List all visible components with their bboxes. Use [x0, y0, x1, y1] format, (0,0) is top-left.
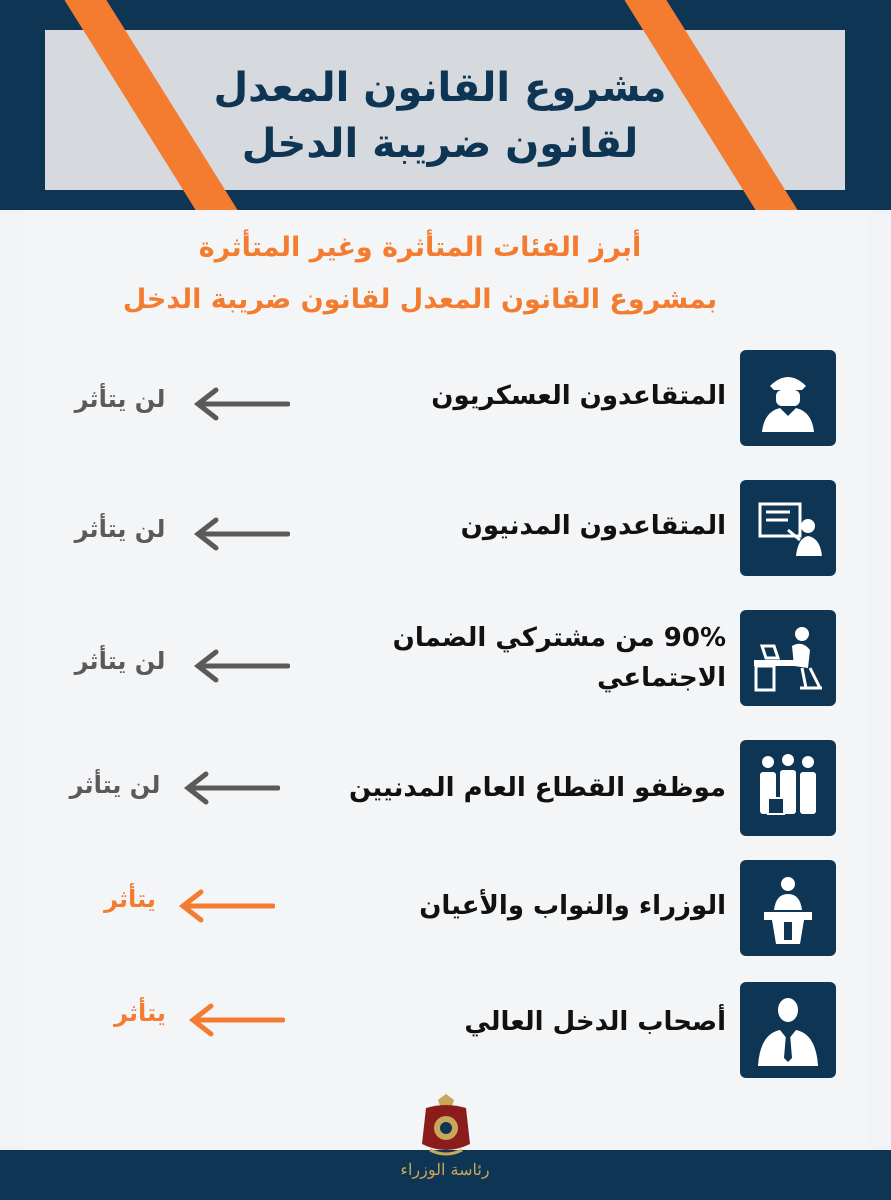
- employees-group-icon: [740, 740, 836, 836]
- effect-label: لن يتأثر: [69, 771, 161, 799]
- category-row-social-security: [0, 610, 891, 706]
- category-row-high-income: [0, 982, 891, 1078]
- arrow-left-icon: [175, 886, 275, 926]
- category-row-ministers: [0, 860, 891, 956]
- footer-signature: رئاسة الوزراء: [400, 1160, 490, 1179]
- category-label: موظفو القطاع العام المدنيين: [349, 773, 726, 803]
- effect-label: لن يتأثر: [74, 515, 166, 543]
- category-row-civil-retirees: [0, 480, 891, 576]
- subtitle: [60, 222, 780, 326]
- subtitle-line-2: بمشروع القانون المعدل لقانون ضريبة الدخل: [122, 284, 718, 315]
- desk-worker-icon: [740, 610, 836, 706]
- category-label: أصحاب الدخل العالي: [464, 1007, 726, 1037]
- businessman-icon: [740, 982, 836, 1078]
- title-line-2: لقانون ضريبة الدخل: [241, 121, 639, 167]
- arrow-left-icon: [190, 646, 290, 686]
- page-title: [180, 60, 700, 172]
- title-line-1: مشروع القانون المعدل: [213, 65, 667, 111]
- subtitle-line-1: أبرز الفئات المتأثرة وغير المتأثرة: [198, 232, 642, 263]
- coat-of-arms-icon: [416, 1094, 476, 1158]
- category-label: الوزراء والنواب والأعيان: [419, 891, 726, 921]
- arrow-left-icon: [190, 384, 290, 424]
- arrow-left-icon: [190, 514, 290, 554]
- effect-label: لن يتأثر: [74, 647, 166, 675]
- effect-label: لن يتأثر: [74, 385, 166, 413]
- category-label: المتقاعدون العسكريون: [431, 381, 726, 411]
- category-row-public-sector: [0, 740, 891, 836]
- category-row-military-retirees: [0, 350, 891, 446]
- effect-label: يتأثر: [104, 885, 156, 913]
- teacher-board-icon: [740, 480, 836, 576]
- arrow-left-icon: [185, 1000, 285, 1040]
- effect-label: يتأثر: [114, 999, 166, 1027]
- military-officer-icon: [740, 350, 836, 446]
- speaker-podium-icon: [740, 860, 836, 956]
- category-label: 90% من مشتركي الضمان الاجتماعي: [392, 623, 726, 693]
- arrow-left-icon: [180, 768, 280, 808]
- category-label: المتقاعدون المدنيون: [460, 511, 726, 541]
